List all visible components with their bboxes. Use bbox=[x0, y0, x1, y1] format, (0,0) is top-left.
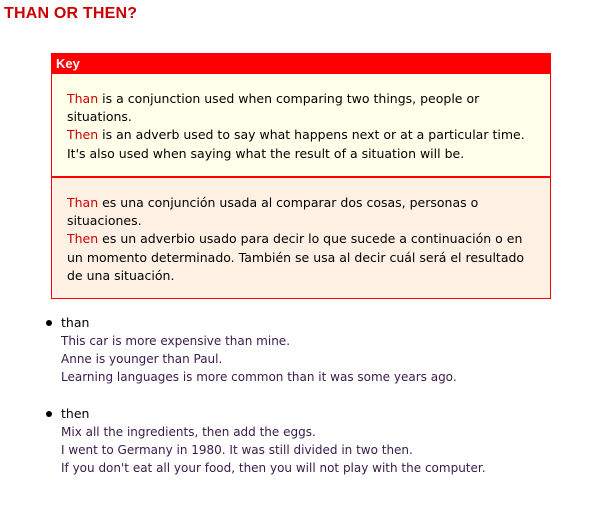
key-header: Key bbox=[52, 54, 550, 74]
then-definition-en bbox=[67, 126, 538, 162]
example-sentence: Learning languages is more common than it was some years ago. bbox=[61, 370, 457, 384]
usage-item-than bbox=[44, 314, 564, 386]
than-term: Than bbox=[67, 195, 99, 210]
usage-item-then bbox=[44, 405, 564, 477]
than-term: Than bbox=[67, 91, 99, 106]
usage-word: then bbox=[61, 406, 90, 421]
then-text: is an adverb used to say what happens next or at a particular time. It's also used when saying what the result of a situation will be. bbox=[67, 127, 525, 161]
then-term: Then bbox=[67, 231, 99, 247]
than-definition-es bbox=[67, 194, 538, 230]
usage-list bbox=[44, 314, 564, 496]
page-title: THAN OR THEN? bbox=[4, 5, 138, 22]
than-text: is a conjunction used when comparing two things, people or situations. bbox=[67, 91, 480, 125]
than-text: es una conjunción usada al comparar dos cosas, personas o situaciones. bbox=[67, 195, 479, 229]
example-sentence: This car is more expensive than mine. bbox=[61, 334, 291, 348]
then-definition-es bbox=[67, 230, 538, 285]
bullet-icon bbox=[46, 411, 52, 417]
key-english-panel bbox=[52, 74, 550, 176]
example-sentence: If you don't eat all your food, then you will not play with the computer. bbox=[61, 461, 486, 475]
bullet-icon bbox=[46, 320, 52, 326]
then-term: Then bbox=[67, 127, 99, 143]
key-box bbox=[51, 53, 551, 299]
example-sentence: Mix all the ingredients, then add the eggs. bbox=[61, 425, 316, 439]
example-sentence: Anne is younger than Paul. bbox=[61, 352, 223, 366]
key-spanish-panel bbox=[52, 178, 550, 298]
then-text: es un adverbio usado para decir lo que sucede a continuación o en un momento determinado. También se usa al decir cuál será el resultado de una situación. bbox=[67, 231, 525, 283]
example-sentence: I went to Germany in 1980. It was still divided in two then. bbox=[61, 443, 413, 457]
usage-word: than bbox=[61, 315, 90, 330]
than-definition-en bbox=[67, 90, 538, 126]
